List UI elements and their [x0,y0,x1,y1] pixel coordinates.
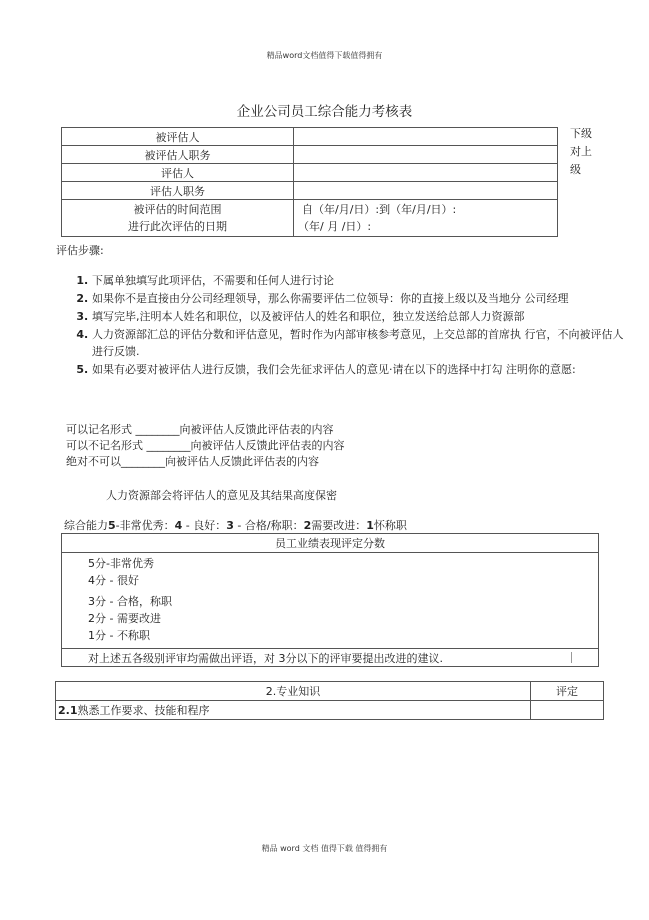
info-label-evaluatee: 被评估人 [62,128,294,146]
period-label-date: 进行此次评估的日期 [128,220,227,233]
scale-label-5: -非常优秀： [115,519,175,532]
info-value-evaluator[interactable] [294,164,558,182]
knowledge-row-number: 2.1 [58,704,78,717]
info-table [61,127,558,237]
scale-label-1: 怀称职 [373,519,407,532]
scale-label-3: - 合格/称职： [233,519,304,532]
scale-score-1: 1 [366,519,374,532]
scale-legend [64,517,407,533]
score-level-2: 2分 - 需要改进 [88,612,161,625]
step-item-3: 3. 填写完毕,注明本人姓名和职位，以及被评估人的姓名和职位，独立发送给总部人力资源部 [92,309,634,326]
scale-prefix: 综合能力 [64,519,108,532]
info-value-evaluatee[interactable] [294,128,558,146]
info-label-evaluator-position: 评估人职务 [62,182,294,200]
info-value-evaluatee-position[interactable] [294,146,558,164]
knowledge-table [55,681,604,720]
score-table-title: 员工业绩表现评定分数 [62,534,599,553]
knowledge-row-rating[interactable] [531,701,604,720]
period-label-range: 被评估的时间范围 [133,203,222,216]
score-table [61,533,599,667]
info-value-period[interactable] [294,200,558,237]
step-item-2: 2. 如果你不是直接由分公司经理领导，那么你需要评估二位领导：你的直接上级以及当地分 公司经理 [92,291,634,308]
info-label-evaluatee-position: 被评估人职务 [62,146,294,164]
period-value-range: 自（年/月/日）:到（年/月/日）: [302,203,457,216]
step-item-5: 5. 如果有必要对被评估人进行反馈，我们会先征求评估人的意见·请在以下的选择中打勾 注明你的意愿: [92,362,634,379]
knowledge-header: 2.专业知识 [56,682,531,701]
info-label-period [62,200,294,237]
period-value-date: （年/ 月 /日）: [298,220,372,233]
option-named[interactable]: 可以记名形式 ________向被评估人反馈此评估表的内容 [66,423,334,436]
step-item-1: 1. 下属单独填写此项评估，不需要和任何人进行讨论 [92,273,634,290]
score-level-5: 5分-非常优秀 [88,557,154,570]
text-cursor-mark [571,652,572,663]
info-label-evaluator: 评估人 [62,164,294,182]
score-footnote: 对上述五各级别评审均需做出评语，对 3分以下的评审要提出改进的建议. [88,651,443,665]
scale-score-2: 2 [303,519,312,532]
side-note-line-3: 级 [570,163,581,176]
page-header: 精品word文档值得下载值得拥有 [266,51,383,60]
steps-label: 评估步骤: [56,244,104,257]
scale-score-5: 5 [108,519,116,532]
score-level-3: 3分 - 合格，称职 [88,595,172,608]
step-item-4: 4. 人力资源部汇总的评估分数和评估意见，暂时作为内部审核参考意见，上交总部的首席执 行官，不向被评估人进行反馈. [92,327,634,360]
knowledge-row-2-1 [56,701,531,720]
side-note-line-1: 下级 [570,127,592,140]
side-note [570,125,600,179]
scale-score-4: 4 [174,519,183,532]
document-title: 企业公司员工综合能力考核表 [236,104,413,120]
rating-header: 评定 [531,682,604,701]
page-footer: 精品 word 文档 值得下载 值得拥有 [261,844,388,853]
side-note-line-2: 对上 [570,145,592,158]
scale-label-2: 需要改进： [311,519,367,532]
score-level-4: 4分 - 很好 [88,574,139,587]
option-anonymous[interactable]: 可以不记名形式 ________向被评估人反馈此评估表的内容 [66,439,345,452]
scale-score-3: 3 [226,519,234,532]
score-levels [62,553,599,649]
scale-label-4: - 良好： [182,519,227,532]
confidential-note: 人力资源部会将评估人的意见及其结果高度保密 [106,489,337,502]
score-level-1: 1分 - 不称职 [88,629,150,642]
info-value-evaluator-position[interactable] [294,182,558,200]
steps-list [68,273,634,380]
score-footnote-cell [62,649,599,667]
knowledge-row-text: 熟悉工作要求、技能和程序 [77,704,210,717]
option-never[interactable]: 绝对不可以________向被评估人反馈此评估表的内容 [66,455,319,468]
